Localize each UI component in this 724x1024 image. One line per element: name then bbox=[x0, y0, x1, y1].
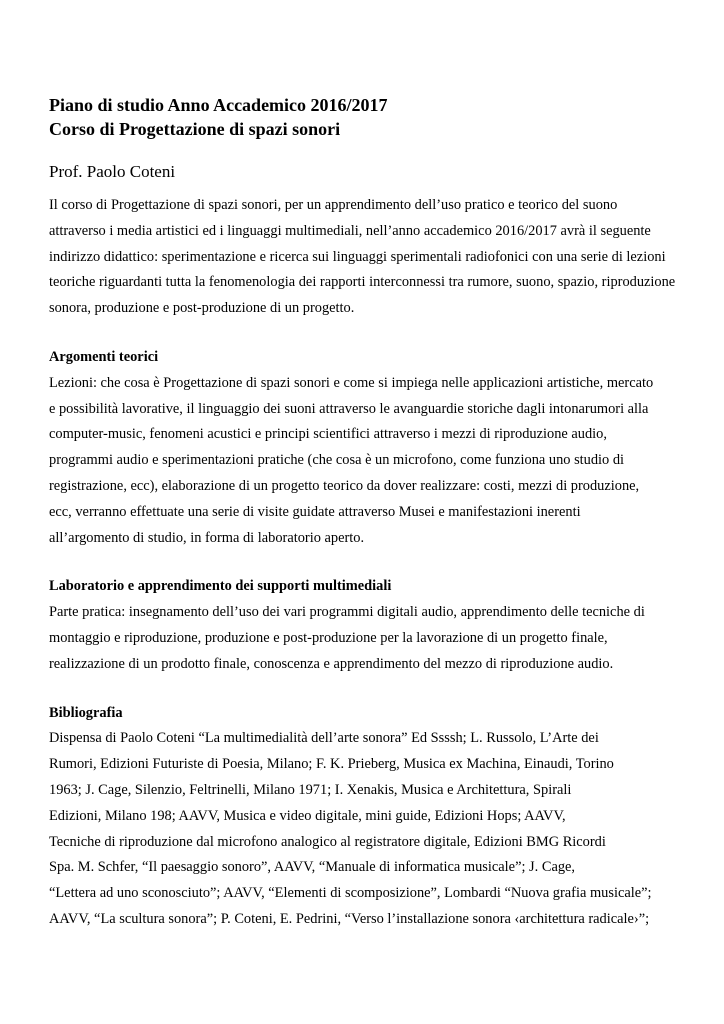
document-title-line-1: Piano di studio Anno Accademico 2016/2017 bbox=[49, 95, 388, 115]
document-title-line-2: Corso di Progettazione di spazi sonori bbox=[49, 119, 341, 139]
paragraph-line: all’argomento di studio, in forma di laboratorio aperto. bbox=[49, 529, 365, 546]
paragraph-line: computer-music, fenomeni acustici e principi scientifici attraverso i mezzi di riproduzione audio, bbox=[49, 426, 607, 443]
section-heading: Argomenti teorici bbox=[49, 348, 159, 365]
paragraph-line: Lezioni: che cosa è Progettazione di spazi sonori e come si impiega nelle applicazioni artistiche, mercato bbox=[49, 374, 654, 391]
paragraph-line: montaggio e riproduzione, produzione e post-produzione per la lavorazione di un progetto finale, bbox=[49, 629, 608, 646]
paragraph-line: e possibilità lavorative, il linguaggio dei suoni attraverso le avanguardie storiche dagli intonarumori alla bbox=[49, 400, 649, 417]
paragraph-line: Rumori, Edizioni Futuriste di Poesia, Milano; F. K. Prieberg, Musica ex Machina, Einaudi, Torino bbox=[49, 756, 614, 773]
paragraph-line: attraverso i media artistici ed i linguaggi multimediali, nell’anno accademico 2016/2017 avrà il seguente bbox=[49, 222, 651, 239]
paragraph-line: AAVV, “La scultura sonora”; P. Coteni, E. Pedrini, “Verso l’installazione sonora ‹architettura radicale›”; bbox=[49, 910, 650, 927]
intro-paragraph bbox=[49, 193, 689, 322]
document-header bbox=[49, 93, 689, 183]
section-argomenti-teorici bbox=[49, 345, 689, 551]
paragraph-line: programmi audio e sperimentazioni pratiche (che cosa è un microfono, come funziona uno studio di bbox=[49, 452, 625, 469]
paragraph-line: Parte pratica: insegnamento dell’uso dei vari programmi digitali audio, apprendimento delle tecniche di bbox=[49, 604, 645, 621]
paragraph-line: registrazione, ecc), elaborazione di un progetto teorico da dover realizzare: costi, mezzi di produzione, bbox=[49, 477, 640, 494]
section-laboratorio bbox=[49, 574, 689, 677]
section-bibliografia bbox=[49, 701, 689, 933]
section-heading: Laboratorio e apprendimento dei supporti multimediali bbox=[49, 578, 392, 595]
section-heading: Bibliografia bbox=[49, 704, 123, 721]
paragraph-line: 1963; J. Cage, Silenzio, Feltrinelli, Milano 1971; I. Xenakis, Musica e Architettura, Spirali bbox=[49, 781, 572, 798]
paragraph-line: Il corso di Progettazione di spazi sonori, per un apprendimento dell’uso pratico e teorico del suono bbox=[49, 197, 618, 213]
paragraph-line: sonora, produzione e post-produzione di un progetto. bbox=[49, 300, 355, 317]
paragraph-line: realizzazione di un prodotto finale, conoscenza e apprendimento del mezzo di riproduzione audio. bbox=[49, 655, 614, 672]
paragraph-line: “Lettera ad uno sconosciuto”; AAVV, “Elementi di scomposizione”, Lombardi “Nuova grafia musicale”; bbox=[49, 885, 652, 902]
paragraph-line: Tecniche di riproduzione dal microfono analogico al registratore digitale, Edizioni BMG Ricordi bbox=[49, 833, 606, 850]
paragraph-line: Spa. M. Schfer, “Il paesaggio sonoro”, AAVV, “Manuale di informatica musicale”; J. Cage, bbox=[49, 859, 576, 876]
paragraph-line: Edizioni, Milano 198; AAVV, Musica e video digitale, mini guide, Edizioni Hops; AAVV, bbox=[49, 807, 566, 824]
paragraph-line: indirizzo didattico: sperimentazione e ricerca sui linguaggi sperimentali radiofonici con una serie di lezioni bbox=[49, 248, 666, 265]
author-name: Prof. Paolo Coteni bbox=[49, 162, 176, 181]
paragraph-line: ecc, verranno effettuate una serie di visite guidate attraverso Musei e manifestazioni inerenti bbox=[49, 503, 581, 520]
paragraph-line: teoriche riguardanti tutta la fenomenologia dei rapporti interconnessi tra rumore, suono, spazio, riproduzione bbox=[49, 274, 676, 291]
paragraph-line: Dispensa di Paolo Coteni “La multimedialità dell’arte sonora” Ed Ssssh; L. Russolo, L’Arte dei bbox=[49, 730, 599, 747]
document-page bbox=[49, 93, 689, 933]
